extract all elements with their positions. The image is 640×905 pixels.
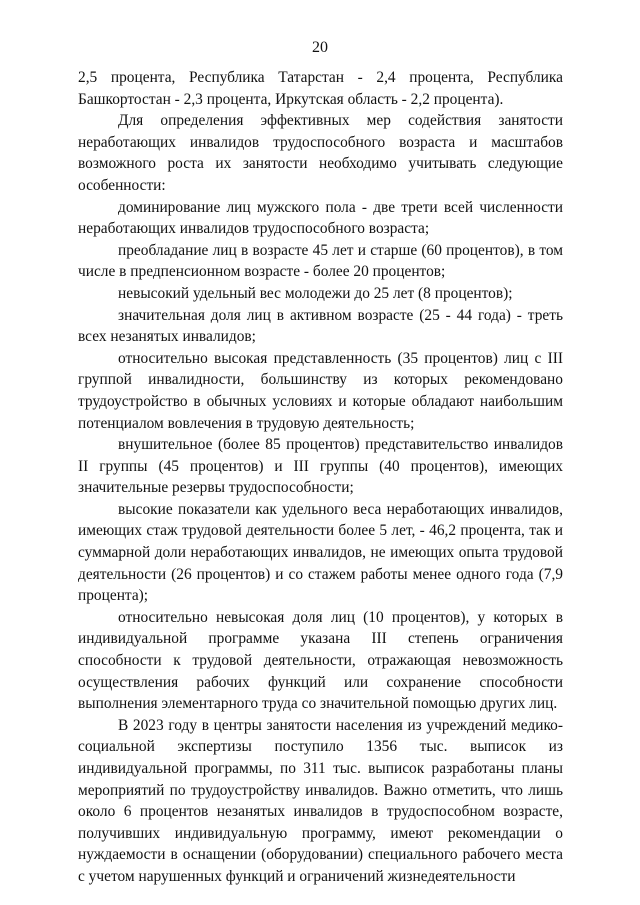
- list-item: относительно невысокая доля лиц (10 процентов), у которых в индивидуальной программе указана III степень ограничения способности к трудовой деятельности, отражающая невозможность осуществления рабочих функций или сохранение способности выполнения элементарного труда со значительной помощью других лиц.: [78, 608, 563, 713]
- list-item: доминирование лиц мужского пола - две трети всей численности неработающих инвалидов трудоспособного возраста;: [78, 198, 563, 238]
- page-number: 20: [312, 39, 328, 56]
- list-item: высокие показатели как удельного веса неработающих инвалидов, имеющих стаж трудовой деятельности более 5 лет, - 46,2 процента, так и суммарной доли неработающих инвалидов, не имеющих опыта трудовой деятельности (26 процентов) и со стажем работы менее одного года (7,9 процента);: [78, 500, 563, 605]
- document-body: [78, 67, 563, 888]
- list-item: преобладание лиц в возрасте 45 лет и старше (60 процентов), в том числе в предпенсионном возрасте - более 20 процентов;: [78, 241, 563, 281]
- list-item: невысокий удельный вес молодежи до 25 лет (8 процентов);: [118, 284, 513, 302]
- list-item: внушительное (более 85 процентов) представительство инвалидов II группы (45 процентов) и III группы (40 процентов), имеющих значительные резервы трудоспособности;: [78, 436, 563, 497]
- list-item: значительная доля лиц в активном возрасте (25 - 44 года) - треть всех незанятых инвалидов;: [78, 306, 563, 346]
- paragraph: Для определения эффективных мер содействия занятости неработающих инвалидов трудоспособного возраста и масштабов возможного роста их занятости необходимо учитывать следующие особенности:: [78, 112, 563, 194]
- list-item: относительно высокая представленность (35 процентов) лиц с III группой инвалидности, большинству из которых рекомендовано трудоустройство в обычных условиях и которые обладают наибольшим потенциалом вовлечения в трудовую деятельность;: [78, 349, 563, 432]
- paragraph: 2,5 процента, Республика Татарстан - 2,4 процента, Республика Башкортостан - 2,3 процента, Иркутская область - 2,2 процента).: [78, 69, 563, 108]
- paragraph: В 2023 году в центры занятости населения из учреждений медико-социальной экспертизы поступило 1356 тыс. выписок из индивидуальной программы, по 311 тыс. выписок разработаны планы мероприятий по трудоустройству инвалидов. Важно отметить, что лишь около 6 процентов незанятых инвалидов в трудоспособном возрасте, получивших индивидуальную программу, имеют рекомендации о нуждаемости в оснащении (оборудовании) специального рабочего места с учетом нарушенных функций и ограничений жизнедеятельности: [78, 716, 563, 885]
